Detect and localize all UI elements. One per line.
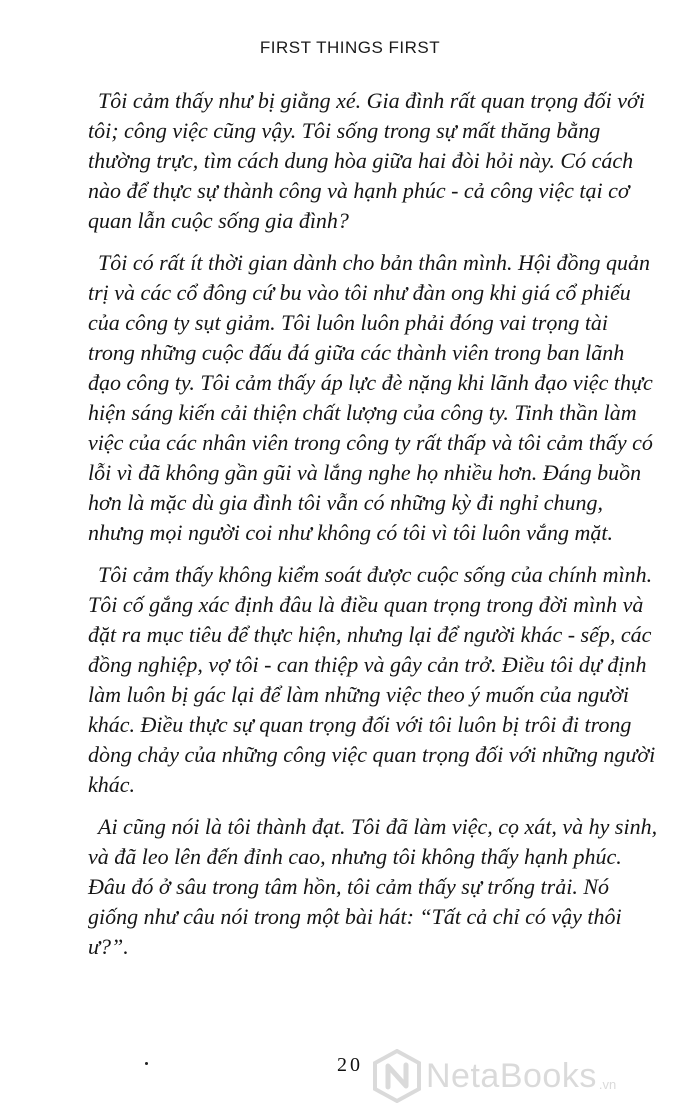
paragraph-2: Tôi có rất ít thời gian dành cho bản thân mình. Hội đồng quản trị và các cổ đông cứ bu vào tôi như đàn ong khi giá cổ phiếu của công ty sụt giảm. Tôi luôn luôn phải đóng vai trọng tài trong những cuộc đấu đá giữa các thành viên trong ban lãnh đạo công ty. Tôi cảm thấy áp lực đè nặng khi lãnh đạo việc thực hiện sáng kiến cải thiện chất lượng của công ty. Tinh thần làm việc của các nhân viên trong công ty rất thấp và tôi cảm thấy có lỗi vì đã không gần gũi và lắng nghe họ nhiều hơn. Đáng buồn hơn là mặc dù gia đình tôi vẫn có những kỳ đi nghỉ chung, nhưng mọi người coi như không có tôi vì tôi luôn vắng mặt. (88, 250, 653, 545)
paragraph-1: Tôi cảm thấy như bị giằng xé. Gia đình rất quan trọng đối với tôi; công việc cũng vậy. Tôi sống trong sự mất thăng bằng thường trực, tìm cách dung hòa giữa hai đòi hỏi này. Có cách nào để thực sự thành công và hạnh phúc - cả công việc tại cơ quan lẫn cuộc sống gia đình? (88, 88, 645, 233)
body-text (88, 86, 660, 962)
paragraph-3: Tôi cảm thấy không kiểm soát được cuộc sống của chính mình. Tôi cố gắng xác định đâu là điều quan trọng trong đời mình và đặt ra mục tiêu để thực hiện, nhưng lại để người khác - sếp, các đồng nghiệp, vợ tôi - can thiệp và gây cản trở. Điều tôi dự định làm luôn bị gác lại để làm những việc theo ý muốn của người khác. Điều thực sự quan trọng đối với tôi luôn bị trôi đi trong dòng chảy của những công việc quan trọng đối với những người khác. (88, 562, 656, 797)
watermark (372, 1046, 616, 1106)
page-number: 20 (337, 1054, 363, 1076)
running-header: FIRST THINGS FIRST (259, 38, 441, 57)
n-logo-icon (372, 1049, 422, 1103)
watermark-domain: .vn (598, 1077, 617, 1092)
paragraph-4: Ai cũng nói là tôi thành đạt. Tôi đã làm việc, cọ xát, và hy sinh, và đã leo lên đến đỉnh cao, nhưng tôi không thấy hạnh phúc. Đâu đó ở sâu trong tâm hồn, tôi cảm thấy sự trống trải. Nó giống như câu nói trong một bài hát: “Tất cả chỉ có vậy thôi ư?”. (88, 814, 658, 959)
watermark-brand: NetaBooks (426, 1056, 597, 1095)
